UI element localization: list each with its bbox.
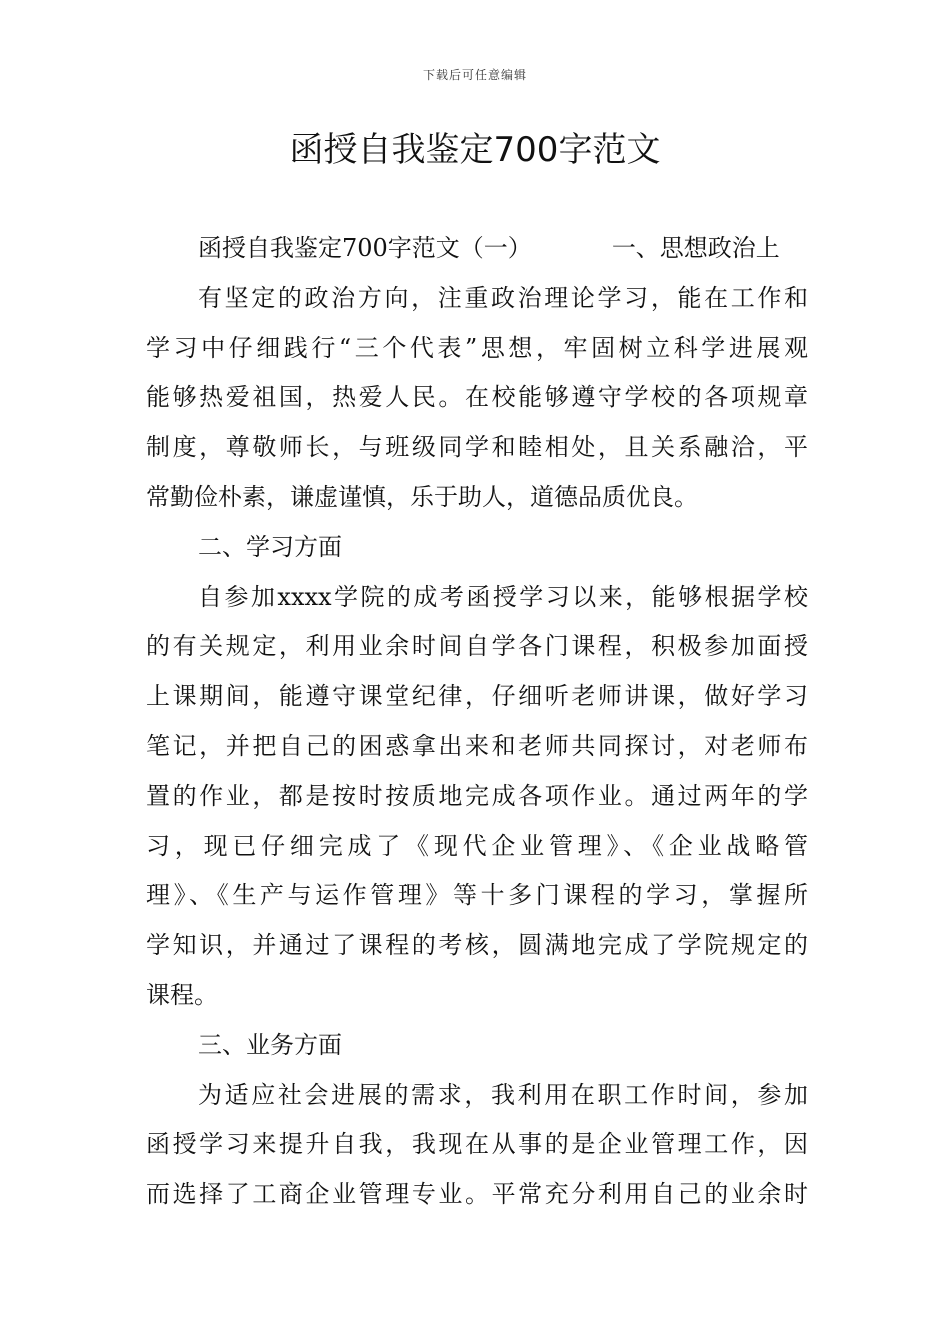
paragraph-line: 理》、《生产与运作管理》等十多门课程的学习，掌握所: [146, 881, 808, 910]
paragraph-line: 学知识，并通过了课程的考核，圆满地完成了学院规定的: [146, 931, 808, 960]
paragraph-line: 习，现已仔细完成了《现代企业管理》、《企业战略管: [146, 831, 808, 860]
paragraph-line: 常勤俭朴素，谦虚谨慎，乐于助人，道德品质优良。: [146, 482, 698, 511]
section-heading-study: 二、学习方面: [198, 532, 342, 561]
paragraph-line: 能够热爱祖国，热爱人民。在校能够遵守学校的各项规章: [146, 383, 808, 412]
subtitle-line: [146, 224, 808, 274]
paragraph-line: 自参加xxxx学院的成考函授学习以来，能够根据学校: [198, 582, 808, 611]
document-title: 函授自我鉴定700字范文: [289, 130, 661, 170]
header-note: 下载后可任意编辑: [422, 68, 527, 82]
paragraph-line: 的有关规定，利用业余时间自学各门课程，积极参加面授: [146, 632, 808, 661]
paragraph-line: 函授学习来提升自我，我现在从事的是企业管理工作，因: [146, 1130, 808, 1159]
paragraph-line: 制度，尊敬师长，与班级同学和睦相处，且关系融洽，平: [146, 433, 808, 462]
paragraph-line: 为适应社会进展的需求，我利用在职工作时间，参加: [198, 1080, 808, 1109]
paragraph-line: 笔记，并把自己的困惑拿出来和老师共同探讨，对老师布: [146, 731, 808, 760]
section-heading-work: 三、业务方面: [198, 1030, 342, 1059]
essay-subtitle: 函授自我鉴定700字范文（一）: [198, 234, 532, 262]
paragraph-line: 而选择了工商企业管理专业。平常充分利用自己的业余时: [146, 1180, 808, 1209]
paragraph-line: 课程。: [146, 980, 218, 1009]
paragraph-line: 有坚定的政治方向，注重政治理论学习，能在工作和: [198, 283, 808, 312]
document-body: [146, 224, 808, 1220]
paragraph-line: 置的作业，都是按时按质地完成各项作业。通过两年的学: [146, 781, 808, 810]
paragraph-line: 学习中仔细践行“三个代表”思想，牢固树立科学进展观: [146, 333, 808, 362]
paragraph-line: 上课期间，能遵守课堂纪律，仔细听老师讲课，做好学习: [146, 682, 808, 711]
section-heading-politics: 一、思想政治上: [611, 234, 780, 262]
